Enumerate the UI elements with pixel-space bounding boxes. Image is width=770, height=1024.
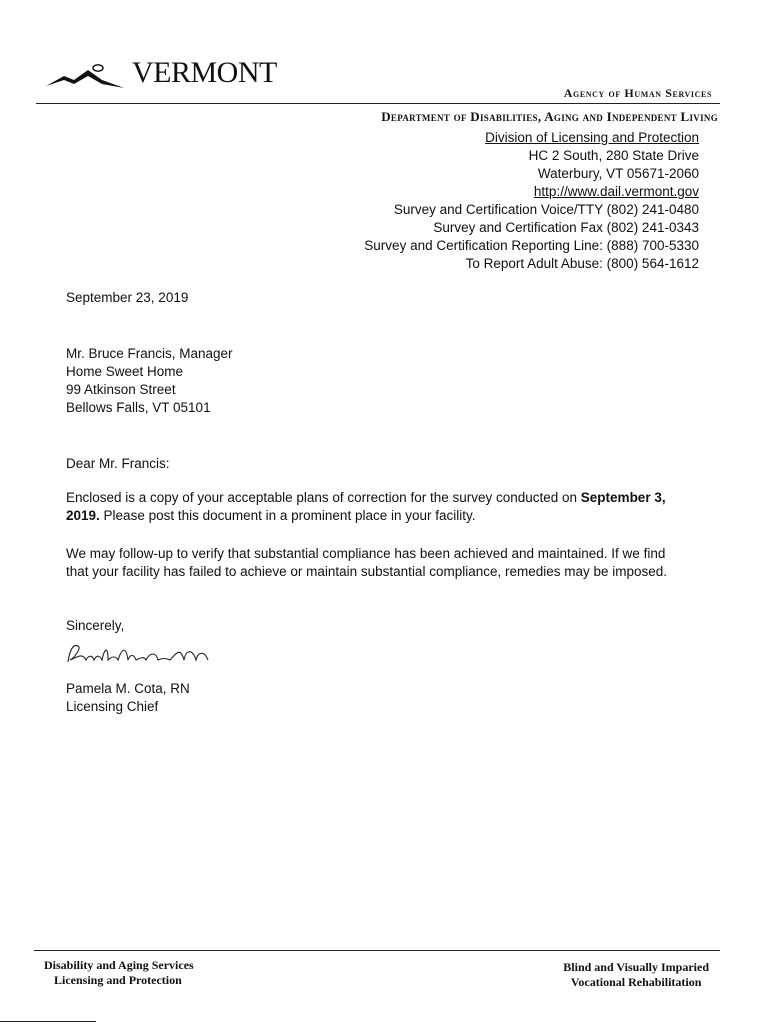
signer-name: Pamela M. Cota, RN: [66, 681, 190, 696]
salutation: Dear Mr. Francis:: [66, 456, 170, 471]
division-name: Division of Licensing and Protection: [485, 130, 699, 145]
mountain-logo-icon: [44, 60, 126, 94]
footer-right-line2: Vocational Rehabilitation: [570, 975, 702, 989]
letter-date: September 23, 2019: [66, 290, 189, 305]
footer-right: [563, 960, 709, 990]
signer-title: Licensing Chief: [66, 699, 159, 714]
handwritten-signature: [64, 638, 214, 677]
recipient-street: 99 Atkinson Street: [66, 382, 176, 397]
paragraph-enclosure-tail: Please post this document in a prominent place in your facility.: [99, 508, 476, 523]
department-name: Department of Disabilities, Aging and Independent Living: [381, 109, 718, 124]
signature-image: [64, 638, 214, 672]
footer-left-line1: Disability and Aging Services: [44, 958, 194, 972]
paragraph-enclosure-text: Enclosed is a copy of your acceptable plans of correction for the survey conducted on: [66, 490, 581, 505]
footer-right-line1: Blind and Visually Imparied: [563, 960, 709, 974]
footer-divider: [34, 950, 720, 951]
recipient-address: [66, 345, 233, 417]
closing: Sincerely,: [66, 618, 125, 633]
paragraph-followup: We may follow-up to verify that substantial compliance has been achieved and maintained. If we find that your facility has failed to achieve or maintain substantial compliance, remedies may be imposed.: [66, 546, 668, 579]
voice-tty-line: Survey and Certification Voice/TTY (802) 241-0480: [393, 202, 699, 217]
contact-block: [364, 129, 699, 273]
survey-date: September 3, 2019.: [66, 490, 666, 523]
footer-left-line2: Licensing and Protection: [54, 973, 182, 987]
logo-wordmark: VERMONT: [132, 56, 277, 89]
page-edge-line: [0, 1021, 96, 1022]
recipient-facility: Home Sweet Home: [66, 364, 184, 379]
paragraph-enclosure: [66, 489, 686, 525]
signer-block: [66, 680, 190, 716]
city-state-zip: Waterbury, VT 05671-2060: [537, 166, 699, 181]
agency-name: Agency of Human Services: [563, 86, 712, 100]
reporting-line: Survey and Certification Reporting Line: (888) 700-5330: [364, 238, 699, 253]
header-divider: [36, 103, 720, 104]
adult-abuse-line: To Report Adult Abuse: (800) 564-1612: [465, 256, 699, 271]
recipient-city: Bellows Falls, VT 05101: [66, 400, 211, 415]
fax-line: Survey and Certification Fax (802) 241-0343: [433, 220, 699, 235]
footer-left: [44, 958, 194, 988]
street-address: HC 2 South, 280 State Drive: [528, 148, 699, 163]
recipient-name: Mr. Bruce Francis, Manager: [66, 346, 233, 361]
vermont-logo: [44, 52, 284, 100]
website-link[interactable]: http://www.dail.vermont.gov: [533, 184, 699, 199]
